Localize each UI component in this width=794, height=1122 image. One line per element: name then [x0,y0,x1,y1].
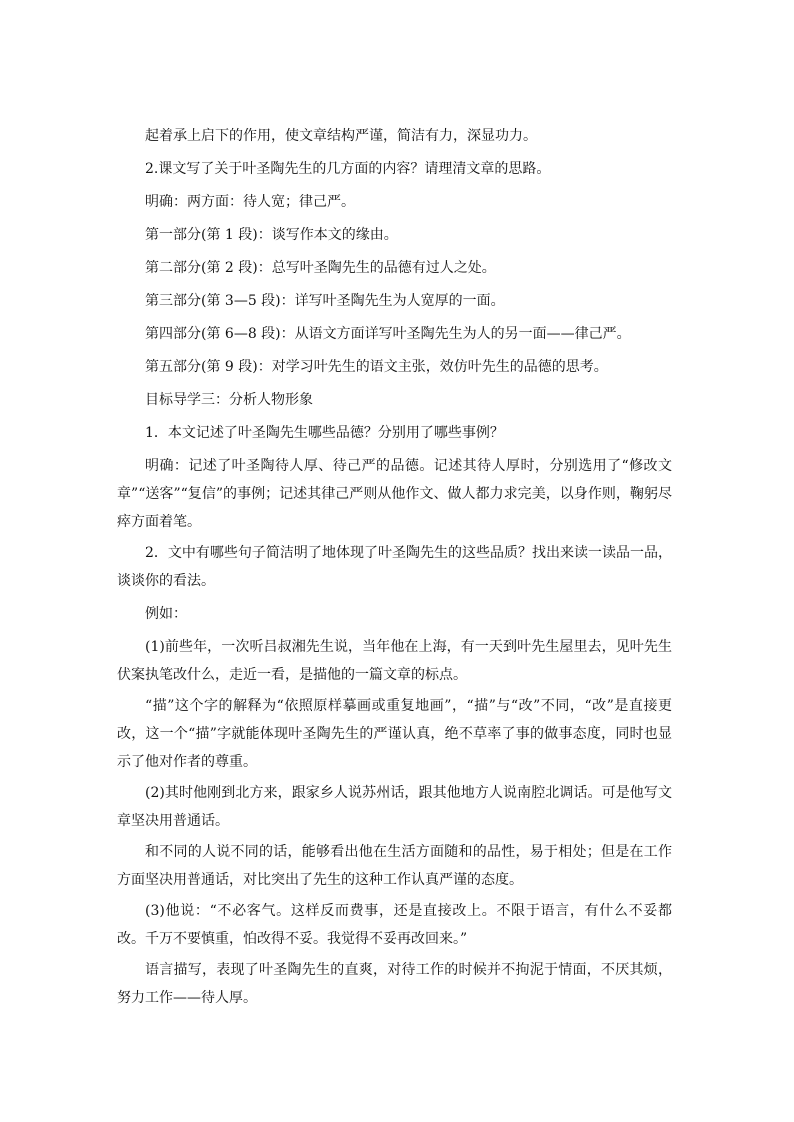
answer-1: 明确：记述了叶圣陶待人厚、待己严的品德。记述其待人厚时，分别选用了“修改文章”“送客”“复信”的事例；记述其律己严则从他作文、做人都力求完美，以身作则，鞠躬尽瘁方面着笔。 [117,458,672,530]
question-2-heading: 2.课文写了关于叶圣陶先生的几方面的内容？请理清文章的思路。 [145,161,551,177]
question-2: 2．文中有哪些句子简洁明了地体现了叶圣陶先生的这些品质？找出来读一读品一品，谈谈你的看法。 [117,545,672,589]
example-3-analysis: 语言描写，表现了叶圣陶先生的直爽，对待工作的时候并不拘泥于情面，不厌其烦，努力工作——待人厚。 [117,962,672,1006]
paragraph-1: 起着承上启下的作用，使文章结构严谨，简洁有力，深显功力。 [145,128,537,144]
section-heading-goal-three: 目标导学三：分析人物形象 [145,392,313,408]
part-one: 第一部分(第 1 段)：谈写作本文的缘由。 [145,227,398,243]
example-1-analysis: “描”这个字的解释为“依照原样摹画或重复地画”，“描”与“改”不同，“改”是直接更改，这一个“描”字就能体现叶圣陶先生的严谨认真，绝不草率了事的做事态度，同时也显示了他对作者的尊重。 [117,698,672,770]
example-2-analysis: 和不同的人说不同的话，能够看出他在生活方面随和的品性，易于相处；但是在工作方面坚决用普通话，对比突出了先生的这种工作认真严谨的态度。 [117,844,672,888]
example-1: (1)前些年，一次听吕叔湘先生说，当年他在上海，有一天到叶先生屋里去，见叶先生伏案执笔改什么，走近一看，是描他的一篇文章的标点。 [117,639,672,683]
part-five: 第五部分(第 9 段)：对学习叶先生的语文主张，效仿叶先生的品德的思考。 [145,359,608,375]
part-four: 第四部分(第 6—8 段)：从语文方面详写叶圣陶先生为人的另一面——律己严。 [145,326,631,342]
example-label: 例如： [145,606,187,622]
answer-two-aspects: 明确：两方面：待人宽；律己严。 [145,194,355,210]
example-3: (3)他说：“不必客气。这样反而费事，还是直接改上。不限于语言，有什么不妥都改。千万不要慎重，怕改得不妥。我觉得不妥再改回来。” [117,903,672,947]
example-2: (2)其时他刚到北方来，跟家乡人说苏州话，跟其他地方人说南腔北调话。可是他写文章坚决用普通话。 [117,785,672,829]
question-1: 1．本文记述了叶圣陶先生哪些品德？分别用了哪些事例？ [145,425,504,441]
part-two: 第二部分(第 2 段)：总写叶圣陶先生的品德有过人之处。 [145,260,496,276]
part-three: 第三部分(第 3—5 段)：详写叶圣陶先生为人宽厚的一面。 [145,293,505,309]
